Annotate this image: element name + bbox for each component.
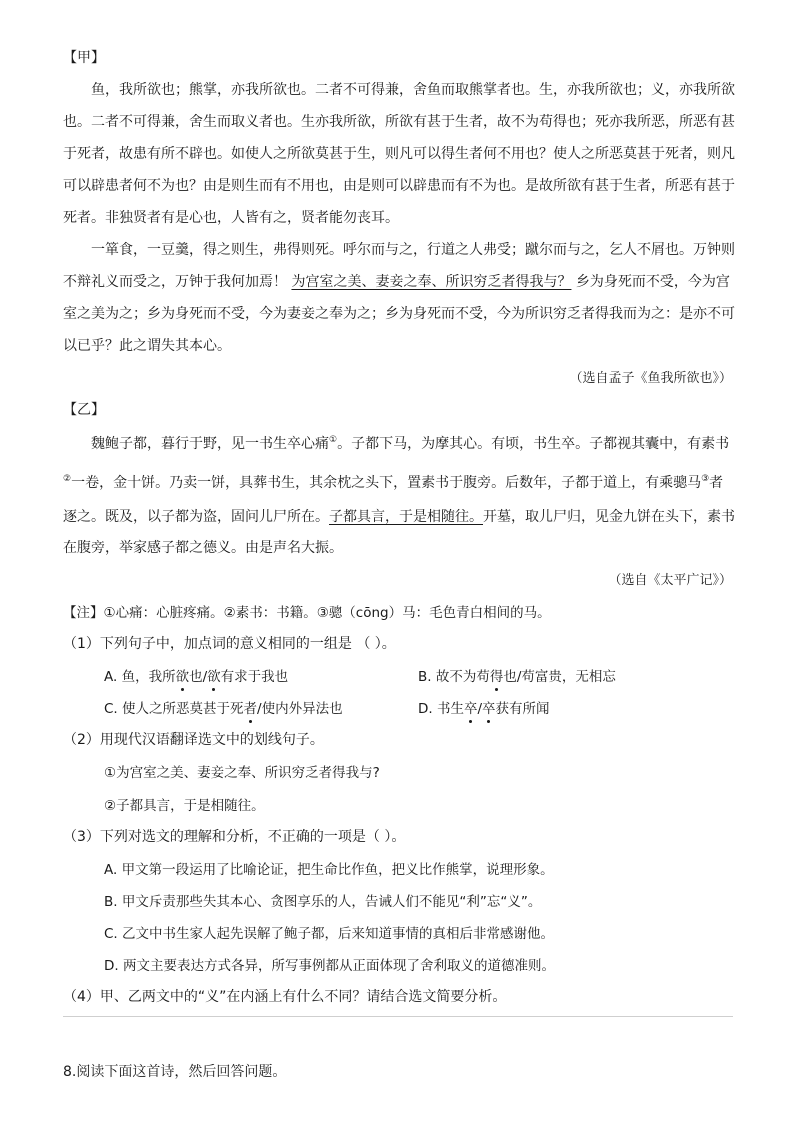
question-2-stem: （2）用现代汉语翻译选文中的划线句子。 xyxy=(63,732,324,748)
q1-option-b xyxy=(418,665,616,685)
q2-sentence-1: ①为宫室之美、妻妾之奉、所识穷乏者得我与? xyxy=(104,765,380,781)
q1c-text: 也 xyxy=(329,701,343,717)
yi-text: 逐之。既及，以子都为盗，固问儿尸所在。 xyxy=(63,509,329,525)
yi-source: （选自《太平广记》） xyxy=(608,573,732,588)
jia-line-2: 也。二者不可得兼，舍生而取义者也。生亦我所欲，所欲有甚于生者，故不为苟得也；死亦我所恶，所恶有甚 xyxy=(63,114,735,130)
q1-option-d xyxy=(418,697,550,717)
jia-line-3: 于死者，故患有所不辟也。如使人之所欲莫甚于生，则凡可以得生者何不用也？使人之所恶莫甚于死者，则凡 xyxy=(63,146,735,162)
yi-text: 开墓，取儿尸归，见金九饼在头下，素书 xyxy=(483,509,735,525)
question-4-stem: （4）甲、乙两文中的“义”在内涵上有什么不同？请结合选文简要分析。 xyxy=(63,989,507,1005)
jia-para2-line-4: 以已乎？此之谓失其本心。 xyxy=(63,338,231,354)
dotted-word: 欲 xyxy=(175,669,190,685)
yi-text: 魏鲍子都，暮行于野，见一书生卒心痛 xyxy=(91,436,329,452)
q1b-text: B. 故不为苟 xyxy=(418,669,490,685)
yi-line-2 xyxy=(63,472,733,492)
footnote-marker-1: ① xyxy=(329,435,338,445)
footnote-marker-3: ③ xyxy=(701,474,710,484)
q2-sentence-2: ②子都具言，于是相随往。 xyxy=(104,798,265,814)
annotation-note: 【注】①心痛：心脏疼痛。②素书：书籍。③骢（cōng）马：毛色青白相间的马。 xyxy=(63,605,551,621)
q1a-text: 有求于我也 xyxy=(220,669,289,685)
question-1-stem: （1）下列句子中，加点词的意义相同的一组是 （ ）。 xyxy=(63,636,396,652)
footnote-marker-2: ② xyxy=(63,474,72,484)
section-label-yi: 【乙】 xyxy=(63,402,105,418)
q3-option-c: C. 乙文中书生家人起先误解了鲍子都，后来知道事情的真相后非常感谢他。 xyxy=(104,926,555,942)
jia-text: 乡为身死而不受，今为宫 xyxy=(575,274,730,290)
question-3-stem: （3）下列对选文的理解和分析，不正确的一项是（ ）。 xyxy=(63,829,406,845)
dotted-word: 卒 xyxy=(482,701,496,717)
yi-text: 一卷，金十饼。乃卖一饼，具葬书生，其余枕之头下，置素书于腹旁。后数年，子都于道上，有乘骢马 xyxy=(71,475,702,491)
q1d-text: D. 书生 xyxy=(418,701,464,717)
q3-option-b: B. 甲文斥责那些失其本心、贪图享乐的人，告诫人们不能见“利”忘“义”。 xyxy=(104,894,542,910)
q1d-text: / xyxy=(477,701,483,717)
q1c-text: /使内外异法 xyxy=(257,701,330,717)
q1a-text: A. 鱼，我所 xyxy=(104,669,176,685)
next-question-heading: 8.阅读下面这首诗，然后回答问题。 xyxy=(63,1064,287,1080)
section-divider xyxy=(63,1016,733,1017)
q1b-text: 也/苟富贵，无相忘 xyxy=(503,669,616,685)
yi-text: 者 xyxy=(709,475,724,491)
jia-line-5: 死者。非独贤者有是心也，人皆有之，贤者能勿丧耳。 xyxy=(63,210,399,226)
dotted-word: 欲 xyxy=(207,669,221,685)
dotted-word: 者 xyxy=(243,701,258,717)
q1-option-c xyxy=(104,697,343,717)
jia-para2-line-1: 一箪食，一豆羹，得之则生，弗得则死。呼尔而与之，行道之人弗受；蹴尔而与之，乞人不屑也。万钟则 xyxy=(91,242,735,258)
dotted-word: 得 xyxy=(489,669,504,685)
dotted-word: 卒 xyxy=(463,701,478,717)
section-label-jia: 【甲】 xyxy=(63,50,105,66)
yi-line-4: 在腹旁，举家感子都之德义。由是声名大振。 xyxy=(63,540,343,556)
q1-option-a xyxy=(104,665,288,685)
q1a-text: 也/ xyxy=(189,669,208,685)
jia-text: 不辩礼义而受之，万钟于我何加焉！ xyxy=(63,274,287,290)
jia-line-4: 可以辟患者何不为也？由是则生而有不用也，由是则可以辟患而有不为也。是故所欲有甚于生者，所恶有甚于 xyxy=(63,178,735,194)
yi-line-1 xyxy=(63,433,733,453)
jia-source: （选自孟子《鱼我所欲也》） xyxy=(569,371,732,386)
yi-line-3 xyxy=(63,506,733,526)
underlined-sentence-2: 子都具言，于是相随往。 xyxy=(329,509,483,525)
jia-line-1: 鱼，我所欲也；熊掌，亦我所欲也。二者不可得兼，舍鱼而取熊掌者也。生，亦我所欲也；义，亦我所欲 xyxy=(91,82,735,98)
q1d-text: 获有所闻 xyxy=(495,701,550,717)
jia-para2-line-2 xyxy=(63,271,733,291)
q3-option-d: D. 两文主要表达方式各异，所写事例都从正面体现了舍利取义的道德准则。 xyxy=(104,958,555,974)
q3-option-a: A. 甲文第一段运用了比喻论证，把生命比作鱼，把义比作熊掌，说理形象。 xyxy=(104,862,554,878)
underlined-sentence-1: 为宫室之美、妻妾之奉、所识穷乏者得我与？ xyxy=(291,274,572,290)
jia-para2-line-3: 室之美为之；乡为身死而不受，今为妻妾之奉为之；乡为身死而不受，今为所识穷乏者得我而为之：是亦不可 xyxy=(63,306,735,322)
q1c-text: C. 使人之所恶莫甚于死 xyxy=(104,701,244,717)
yi-text: 。子都下马，为摩其心。有顷，书生卒。子都视其囊中，有素书 xyxy=(337,436,730,452)
